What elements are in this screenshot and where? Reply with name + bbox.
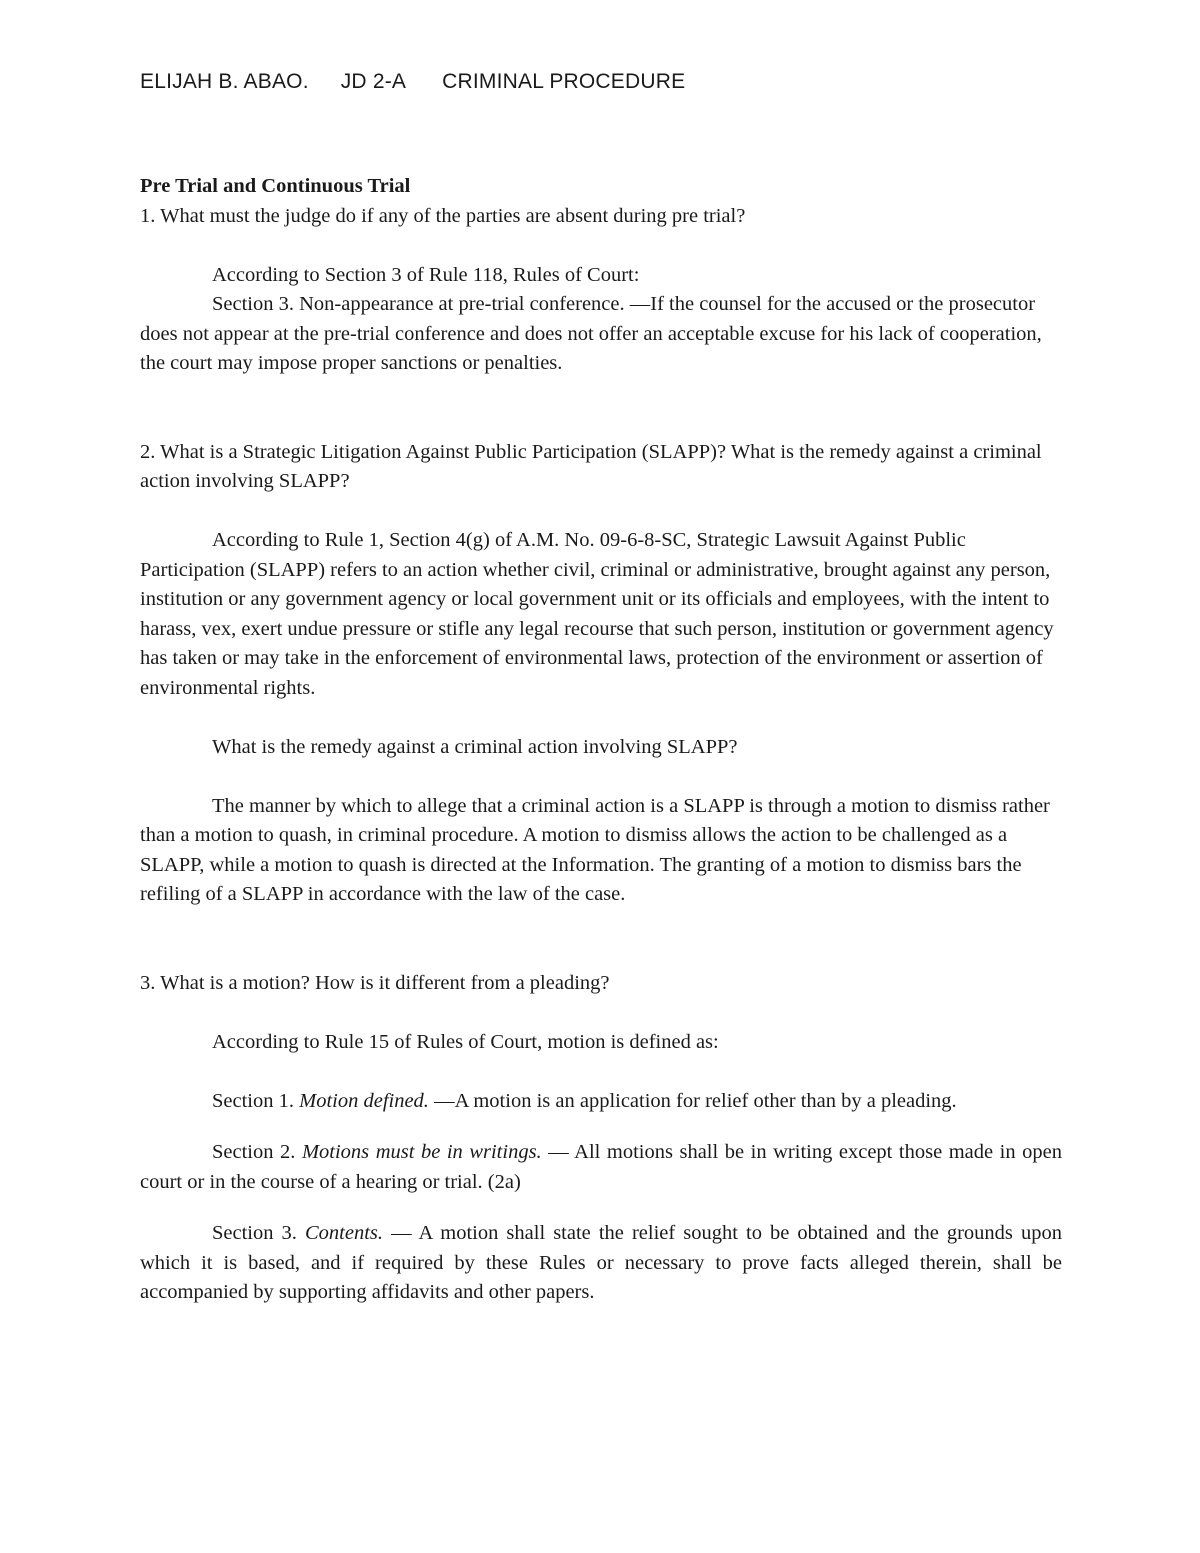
rule15-section-2: Section 2. Motions must be in writings. — All motions shall be in writing except those made in open court or in the course of a hearing or trial. (2a): [140, 1141, 1062, 1193]
answer-1-text: Section 3. Non-appearance at pre-trial conference. —If the counsel for the accused or the prosecutor does not appear at the pre-trial conference and does not offer an acceptable excuse for his lack of cooperation, the court may impose proper sanctions or penalties.: [140, 293, 1042, 374]
section-2-title: Motions must be in writings.: [301, 1141, 542, 1163]
answer-2-remedy: The manner by which to allege that a criminal action is a SLAPP is through a motion to dismiss rather than a motion to quash, in criminal procedure. A motion to dismiss allows the action to be challenged as a SLAPP, while a motion to quash is directed at the Information. The granting of a motion to dismiss bars the refiling of a SLAPP in accordance with the law of the case.: [140, 794, 1050, 905]
rule15-section-3: Section 3. Contents. — A motion shall state the relief sought to be obtained and the grounds upon which it is based, and if required by these Rules or necessary to prove facts alleged therein, shall be accompanied by supporting affidavits and other papers.: [140, 1222, 1062, 1303]
question-3: 3. What is a motion? How is it different from a pleading?: [140, 971, 610, 994]
rule15-section-1: Section 1. Motion defined. —A motion is an application for relief other than by a pleading.: [212, 1089, 957, 1112]
class-section: JD 2-A: [340, 70, 407, 93]
question-1: 1. What must the judge do if any of the parties are absent during pre trial?: [140, 204, 746, 227]
question-2-sub: What is the remedy against a criminal action involving SLAPP?: [212, 735, 738, 758]
answer-1-intro: According to Section 3 of Rule 118, Rules of Court:: [212, 263, 640, 286]
subject-title: CRIMINAL PROCEDURE: [442, 70, 686, 93]
question-2: 2. What is a Strategic Litigation Against Public Participation (SLAPP)? What is the remedy against a criminal action involving SLAPP?: [140, 440, 1042, 492]
author-name: ELIJAH B. ABAO.: [140, 70, 309, 93]
document-body: [140, 172, 1062, 1308]
section-3-title: Contents.: [305, 1222, 384, 1244]
answer-2-text: According to Rule 1, Section 4(g) of A.M. No. 09-6-8-SC, Strategic Lawsuit Against Public Participation (SLAPP) refers to an action whether civil, criminal or administrative, brought against any person, institution or any government agency or local government unit or its officials and employees, with the intent to harass, vex, exert undue pressure or stifle any legal recourse that such person, institution or government agency has taken or may take in the enforcement of environmental laws, protection of the environment or assertion of environmental rights.: [140, 529, 1054, 699]
document-header: [140, 70, 685, 94]
section-title: Pre Trial and Continuous Trial: [140, 175, 411, 197]
answer-3-intro: According to Rule 15 of Rules of Court, motion is defined as:: [212, 1030, 719, 1053]
section-1-title: Motion defined.: [299, 1089, 429, 1112]
